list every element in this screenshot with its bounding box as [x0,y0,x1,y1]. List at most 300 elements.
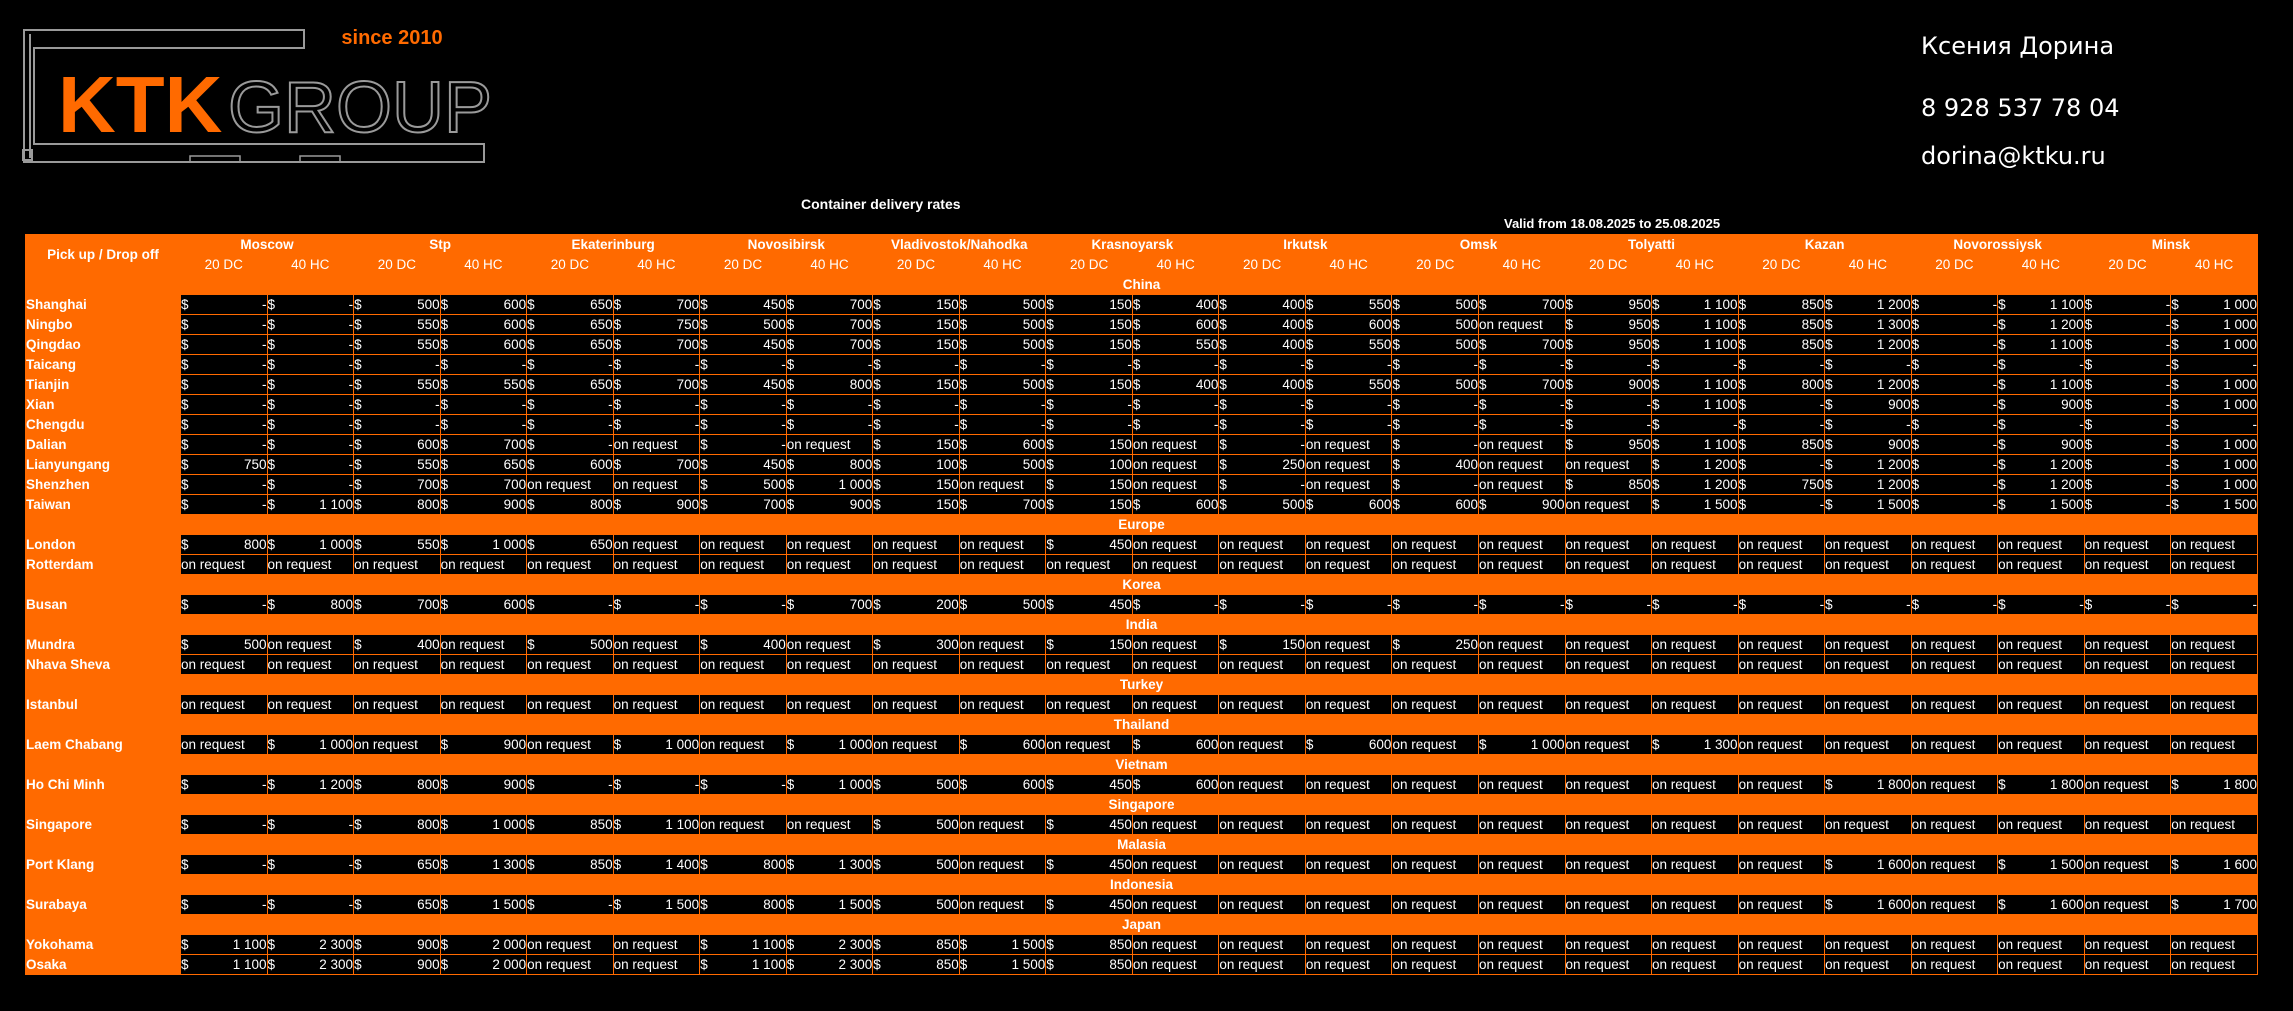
rate-cell: $ 900 [1825,435,1912,455]
rate-cell: $ 700 [959,495,1046,515]
rate-cell: on request [2171,735,2258,755]
ktk-group-logo [22,22,492,172]
rate-cell: on request [613,535,700,555]
table-row [26,635,2258,655]
rate-cell: on request [267,695,354,715]
rate-cell: $ - [1998,415,2085,435]
rate-cell: $ 700 [786,595,873,615]
rate-cell: $ - [1911,295,1998,315]
rate-cell: $ 600 [440,315,527,335]
rate-cell: on request [440,635,527,655]
rate-cell: on request [700,535,787,555]
rate-cell: $ 600 [1132,775,1219,795]
rate-cell: $ 1 500 [2171,495,2258,515]
table-row [26,655,2258,675]
region-label: Europe [26,515,2258,535]
rate-cell: $ 400 [700,635,787,655]
rate-cell: $ 400 [1392,455,1479,475]
container-size-header: 20 DC [1392,255,1479,275]
rate-cell: $ 1 000 [2171,455,2258,475]
region-row [26,515,2258,535]
rate-cell: on request [354,555,441,575]
rate-cell: on request [2084,635,2171,655]
rate-cell: on request [1825,955,1912,975]
region-row [26,755,2258,775]
rate-cell: on request [1219,555,1306,575]
table-row [26,315,2258,335]
region-label: India [26,615,2258,635]
rate-cell: $ - [873,415,960,435]
rate-cell: on request [1911,635,1998,655]
rate-cell: $ 600 [1132,315,1219,335]
rate-cell: $ - [181,895,268,915]
rate-cell: $ - [613,355,700,375]
rate-cell: $ - [527,395,614,415]
container-size-header: 20 DC [1565,255,1652,275]
rate-cell: $ 250 [1219,455,1306,475]
rate-cell: $ 1 000 [2171,395,2258,415]
rate-cell: $ 1 500 [440,895,527,915]
rate-cell: on request [1046,655,1133,675]
container-size-header: 20 DC [527,255,614,275]
city-header: Moscow [181,235,354,255]
rate-cell: on request [786,535,873,555]
rate-cell: on request [1305,555,1392,575]
rate-cell: $ - [2171,595,2258,615]
rate-cell: $ - [181,315,268,335]
rate-cell: on request [2084,895,2171,915]
rate-cell: on request [1825,555,1912,575]
rate-cell: $ - [1132,395,1219,415]
rate-cell: on request [1652,535,1739,555]
rate-cell: $ 500 [959,375,1046,395]
rate-cell: $ - [181,295,268,315]
rate-cell: $ 700 [354,595,441,615]
region-label: Korea [26,575,2258,595]
rate-cell: on request [1392,815,1479,835]
region-label: Indonesia [26,875,2258,895]
rate-cell: on request [1825,655,1912,675]
rate-cell: on request [354,735,441,755]
rate-cell: $ - [1911,595,1998,615]
rate-cell: $ 550 [354,535,441,555]
rate-cell: on request [786,635,873,655]
rate-cell: $ 600 [354,435,441,455]
rate-cell: $ 900 [1565,375,1652,395]
port-name: London [26,535,181,555]
rate-cell: on request [1738,955,1825,975]
rate-cell: on request [1565,735,1652,755]
rate-cell: $ - [1911,355,1998,375]
logo-frame-icon [22,22,492,172]
rate-cell: $ - [1392,415,1479,435]
rate-cell: on request [1911,895,1998,915]
container-size-header: 20 DC [1911,255,1998,275]
rate-cell: on request [267,555,354,575]
city-header: Novosibirsk [700,235,873,255]
rate-cell: $ 450 [700,335,787,355]
rate-cell: on request [1478,535,1565,555]
region-label: Singapore [26,795,2258,815]
rate-cell: $ - [267,415,354,435]
rate-cell: $ - [959,395,1046,415]
rate-cell: on request [2084,695,2171,715]
rate-cell: $ 450 [1046,895,1133,915]
port-name: Ho Chi Minh [26,775,181,795]
rate-cell: on request [1392,555,1479,575]
table-row [26,775,2258,795]
rate-cell: $ 1 000 [440,815,527,835]
rate-cell: $ - [267,855,354,875]
rate-cell: $ 250 [1392,635,1479,655]
rate-cell: $ - [1911,375,1998,395]
port-name: Xian [26,395,181,415]
rate-cell: $ 750 [1738,475,1825,495]
rate-cell: on request [873,655,960,675]
port-name: Shenzhen [26,475,181,495]
rate-cell: on request [1738,655,1825,675]
rate-cell: $ - [267,895,354,915]
rate-cell: on request [959,895,1046,915]
rate-cell: $ 850 [1046,935,1133,955]
rate-cell: on request [1738,775,1825,795]
rate-cell: $ 1 100 [1652,395,1739,415]
container-size-header: 40 HC [440,255,527,275]
rate-cell: on request [613,955,700,975]
rate-cell: $ 150 [1219,635,1306,655]
rate-cell: $ 450 [1046,855,1133,875]
rate-cell: $ 650 [440,455,527,475]
rate-cell: $ 800 [700,895,787,915]
port-name: Shanghai [26,295,181,315]
rate-cell: $ 800 [1738,375,1825,395]
rate-cell: $ 1 500 [1998,495,2085,515]
rate-cell: $ - [1652,415,1739,435]
rate-cell: $ 150 [873,495,960,515]
city-header: Vladivostok/Nahodka [873,235,1046,255]
rate-cell: on request [1219,815,1306,835]
rate-cell: on request [1132,955,1219,975]
rate-cell: $ - [1911,475,1998,495]
rate-cell: $ - [181,775,268,795]
rate-cell: $ 700 [613,335,700,355]
region-row [26,675,2258,695]
rate-cell: on request [1565,955,1652,975]
rate-cell: on request [1132,435,1219,455]
rate-cell: $ 600 [959,775,1046,795]
rate-cell: on request [1046,735,1133,755]
rate-cell: $ - [1046,355,1133,375]
rate-cell: on request [1478,775,1565,795]
port-name: Nhava Sheva [26,655,181,675]
rate-cell: $ 500 [873,895,960,915]
rate-cell: $ 700 [1478,295,1565,315]
region-row [26,795,2258,815]
container-size-header: 40 HC [786,255,873,275]
rate-cell: $ 100 [873,455,960,475]
rate-cell: on request [1132,855,1219,875]
region-row [26,835,2258,855]
region-row [26,275,2258,295]
rate-cell: on request [1392,935,1479,955]
rate-cell: $ - [1565,395,1652,415]
rate-cell: $ 600 [1305,495,1392,515]
logo-ktk-text: KTK [58,60,223,149]
rate-cell: $ 1 200 [1652,455,1739,475]
rate-cell: $ 500 [959,455,1046,475]
rate-cell: on request [1738,735,1825,755]
rate-cell: $ 1 200 [1998,315,2085,335]
rate-cell: $ 150 [873,335,960,355]
rate-cell: on request [2084,735,2171,755]
logo-group-text: GROUP [228,68,492,148]
rate-cell: $ - [1392,475,1479,495]
rate-cell: $ - [786,415,873,435]
rate-cell: $ 1 100 [1652,375,1739,395]
table-row [26,355,2258,375]
rate-cell: on request [1998,735,2085,755]
rate-cell: $ 1 100 [1998,335,2085,355]
rate-cell: $ - [354,395,441,415]
rate-cell: on request [1738,695,1825,715]
rate-cell: on request [1305,815,1392,835]
container-size-header: 20 DC [700,255,787,275]
rate-cell: $ 150 [1046,335,1133,355]
rate-cell: on request [1911,935,1998,955]
port-name: Surabaya [26,895,181,915]
rate-cell: $ 600 [527,455,614,475]
rate-cell: on request [2084,855,2171,875]
rate-cell: $ - [181,815,268,835]
rate-cell: $ 650 [527,535,614,555]
rate-cell: $ - [1478,355,1565,375]
rate-cell: on request [1911,775,1998,795]
rate-cell: $ 400 [1219,335,1306,355]
rate-cell: on request [1738,815,1825,835]
rate-cell: $ - [2171,355,2258,375]
rate-cell: on request [1305,955,1392,975]
rate-cell: $ - [2084,375,2171,395]
contact-phone: 8 928 537 78 04 [1921,94,2120,122]
contact-block [1921,22,2119,180]
rate-cell: on request [1565,895,1652,915]
rate-cell: on request [527,735,614,755]
rate-cell: $ 550 [354,335,441,355]
rate-cell: $ 150 [1046,475,1133,495]
rate-cell: $ 150 [873,375,960,395]
rate-cell: $ 650 [354,855,441,875]
rate-cell: $ 600 [1132,495,1219,515]
rate-cell: on request [1219,735,1306,755]
rate-cell: on request [700,655,787,675]
rate-cell: $ 500 [873,855,960,875]
rate-cell: $ - [1911,395,1998,415]
rate-cell: $ 700 [613,455,700,475]
rate-cell: $ 500 [1392,375,1479,395]
rate-cell: on request [1305,775,1392,795]
region-row [26,915,2258,935]
rate-cell: on request [1911,815,1998,835]
rate-cell: $ - [1738,455,1825,475]
rate-cell: $ - [1565,595,1652,615]
table-row [26,895,2258,915]
rate-cell: $ 1 500 [959,935,1046,955]
rate-cell: $ 850 [1046,955,1133,975]
rate-cell: $ 1 000 [2171,375,2258,395]
rate-cell: $ - [1738,595,1825,615]
contact-name: Ксения Дорина [1921,32,2115,60]
rate-cell: $ 2 300 [786,935,873,955]
rate-cell: $ 700 [440,435,527,455]
rate-cell: $ - [440,355,527,375]
rate-cell: $ 850 [1565,475,1652,495]
rate-cell: on request [1911,735,1998,755]
rate-cell: on request [1565,635,1652,655]
rate-cell: on request [354,655,441,675]
rate-cell: on request [1825,735,1912,755]
port-name: Mundra [26,635,181,655]
rate-cell: on request [1652,555,1739,575]
rate-cell: on request [1046,695,1133,715]
rate-cell: $ - [181,435,268,455]
rate-cell: $ 950 [1565,435,1652,455]
rate-cell: $ 700 [613,295,700,315]
rate-cell: on request [1998,815,2085,835]
rate-cell: $ 550 [354,315,441,335]
rate-cell: $ 1 300 [1825,315,1912,335]
region-label: Malasia [26,835,2258,855]
rate-cell: $ - [873,395,960,415]
rate-cell: on request [181,655,268,675]
rate-cell: $ 1 300 [786,855,873,875]
rate-cell: on request [1565,695,1652,715]
rate-cell: $ - [527,415,614,435]
rate-cell: $ 400 [1132,375,1219,395]
rate-cell: $ - [267,355,354,375]
rate-cell: $ - [1219,395,1306,415]
validity-period: Valid from 18.08.2025 to 25.08.2025 [1504,216,1721,231]
rate-cell: on request [700,555,787,575]
table-row [26,555,2258,575]
rate-cell: on request [2171,655,2258,675]
rate-cell: $ 700 [786,315,873,335]
document-title: Container delivery rates [801,196,961,212]
rate-cell: on request [1738,855,1825,875]
rate-cell: on request [181,695,268,715]
rate-cell: on request [1219,895,1306,915]
rate-cell: $ 950 [1565,335,1652,355]
container-size-header: 40 HC [2171,255,2258,275]
rate-cell: $ - [1305,595,1392,615]
rate-cell: on request [1478,555,1565,575]
rate-cell: on request [1998,935,2085,955]
rate-cell: $ - [2084,395,2171,415]
rate-cell: on request [786,555,873,575]
rate-cell: on request [2084,535,2171,555]
rate-cell: on request [1132,815,1219,835]
rate-cell: on request [2084,815,2171,835]
rate-cell: on request [1998,535,2085,555]
rate-cell: $ - [181,395,268,415]
rate-cell: on request [1219,775,1306,795]
rate-cell: $ - [2084,415,2171,435]
rate-cell: $ 1 000 [786,775,873,795]
rate-cell: $ 1 600 [1825,895,1912,915]
rate-cell: $ 600 [440,295,527,315]
port-name: Ningbo [26,315,181,335]
rate-cell: $ 100 [1046,455,1133,475]
rate-cell: $ - [354,415,441,435]
rate-cell: $ - [181,375,268,395]
city-header: Omsk [1392,235,1565,255]
rate-cell: on request [2171,555,2258,575]
rate-cell: $ - [267,375,354,395]
rate-cell: on request [959,695,1046,715]
rate-cell: $ 300 [873,635,960,655]
rate-cell: $ 450 [1046,595,1133,615]
rate-cell: on request [1132,655,1219,675]
rate-cell: $ 1 100 [267,495,354,515]
rate-cell: on request [1478,855,1565,875]
rate-cell: on request [1219,535,1306,555]
rate-cell: on request [1478,635,1565,655]
rate-cell: $ 750 [613,315,700,335]
rate-cell: $ 1 000 [440,535,527,555]
rate-cell: $ 150 [1046,635,1133,655]
rate-cell: on request [1565,495,1652,515]
rate-cell: on request [2171,695,2258,715]
rate-cell: $ 2 300 [267,955,354,975]
rate-cell: on request [1825,695,1912,715]
rate-cell: on request [1392,695,1479,715]
rate-cell: $ - [1046,415,1133,435]
rate-cell: on request [613,475,700,495]
port-name: Istanbul [26,695,181,715]
table-row [26,855,2258,875]
rate-cell: $ - [267,295,354,315]
rate-cell: $ 900 [440,735,527,755]
rate-cell: $ - [267,395,354,415]
rate-cell: $ - [1219,355,1306,375]
rate-cell: on request [1132,895,1219,915]
rate-cell: $ 800 [700,855,787,875]
rate-cell: on request [1652,775,1739,795]
rate-cell: $ 600 [1392,495,1479,515]
rate-cell: $ - [1478,395,1565,415]
rate-cell: $ 1 500 [959,955,1046,975]
rate-cell: $ - [2084,315,2171,335]
rate-cell: on request [1652,955,1739,975]
rate-cell: on request [786,435,873,455]
rate-cell: on request [1219,855,1306,875]
port-name: Rotterdam [26,555,181,575]
rate-cell: on request [1305,695,1392,715]
rate-cell: $ 700 [613,375,700,395]
rate-cell: $ 450 [700,375,787,395]
table-row [26,295,2258,315]
rate-cell: $ 1 100 [1652,295,1739,315]
rate-cell: on request [873,695,960,715]
rate-cell: $ 900 [1998,395,2085,415]
rate-cell: on request [959,535,1046,555]
rate-cell: on request [1652,815,1739,835]
rate-cell: $ 400 [1132,295,1219,315]
rate-cell: $ - [1305,395,1392,415]
rate-cell: $ 1 100 [1998,375,2085,395]
rate-cell: $ - [1392,595,1479,615]
rate-cell: on request [1565,655,1652,675]
rate-cell: on request [1392,735,1479,755]
